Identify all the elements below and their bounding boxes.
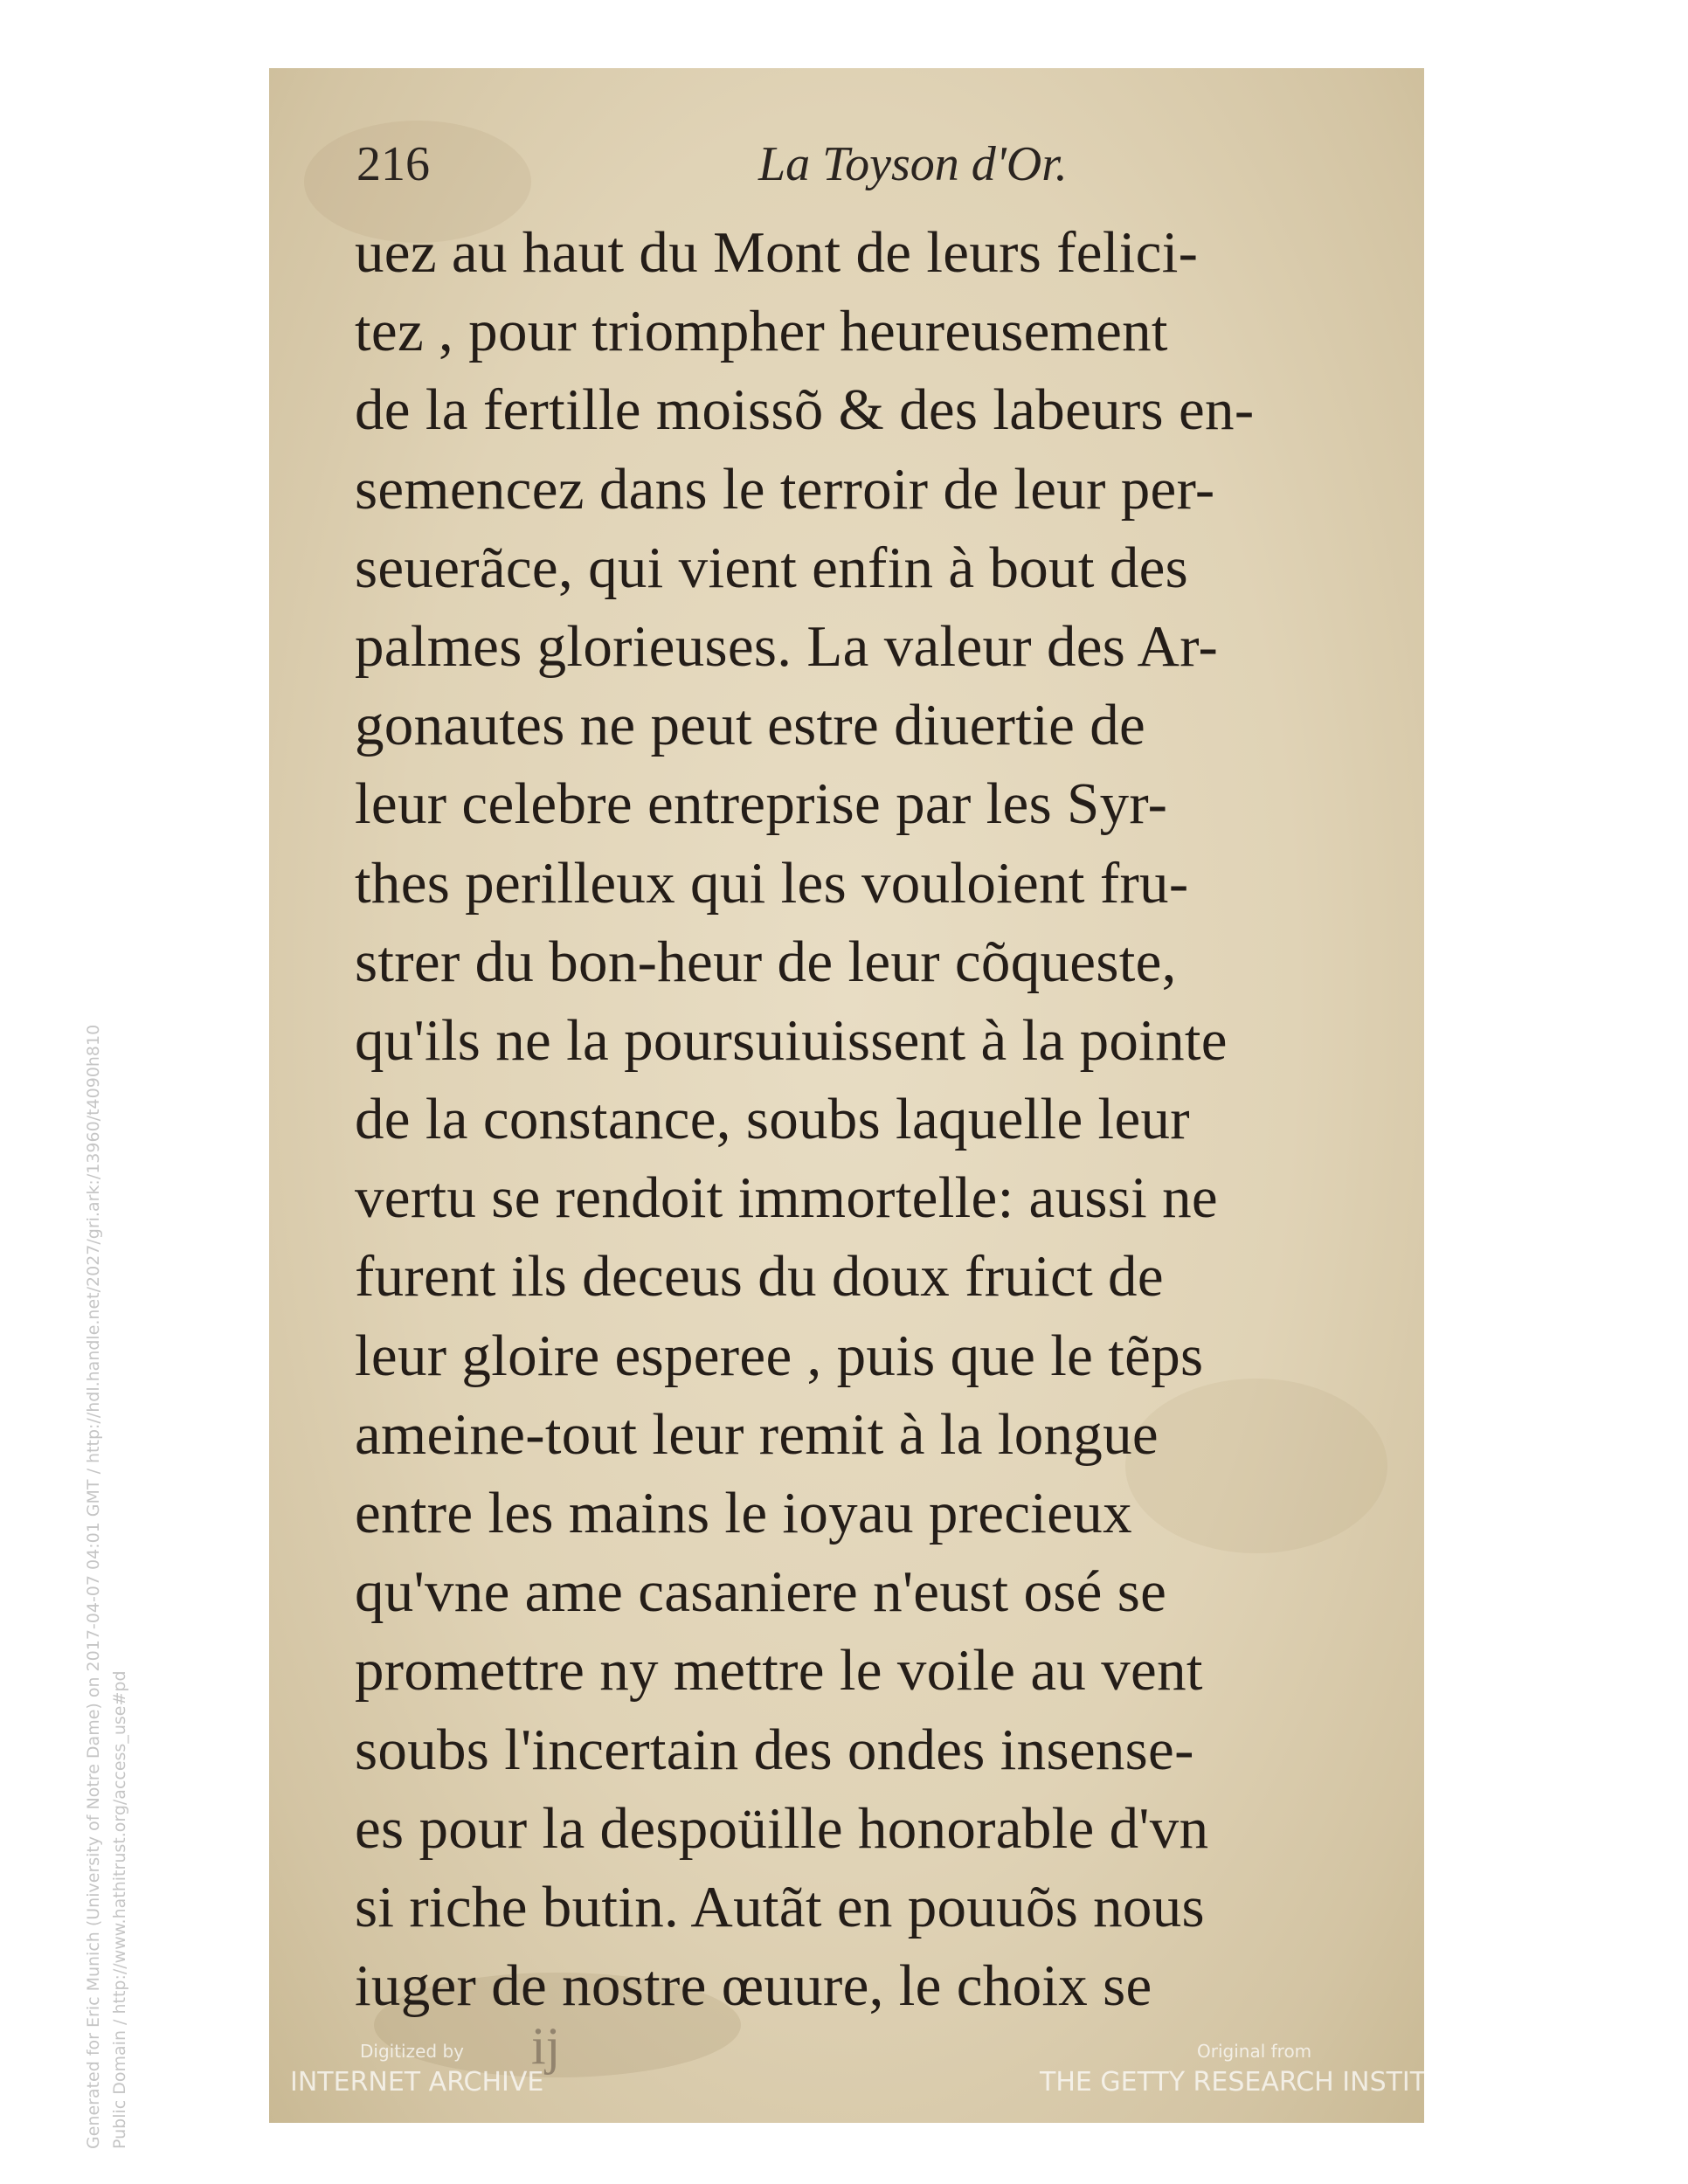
text-line: vertu se rendoit immortelle: aussi ne [355, 1165, 1218, 1231]
text-line: de la fertille moissõ & des labeurs en- [355, 377, 1255, 443]
text-line: si riche butin. Autãt en pouuõs nous [355, 1874, 1205, 1939]
text-line: tez , pour triompher heureusement [355, 299, 1168, 364]
page-scan [269, 68, 1424, 2123]
original-from-label: Original from [1197, 2041, 1312, 2062]
text-line: leur celebre entreprise par les Syr- [355, 771, 1168, 837]
running-head [356, 136, 1361, 206]
digitized-by-label: Digitized by [360, 2041, 464, 2062]
text-line: qu'vne ame casaniere n'eust osé se [355, 1559, 1167, 1625]
page-number: 216 [356, 137, 430, 191]
text-line: soubs l'incertain des ondes insense- [355, 1717, 1194, 1782]
faded-signature-mark: ij [531, 2017, 561, 2075]
text-line: gonautes ne peut estre diuertie de [355, 693, 1146, 758]
getty-institute-label: THE GETTY RESEARCH INSTITUTE [1040, 2067, 1478, 2098]
hathitrust-stamp [80, 1025, 133, 2149]
text-line: de la constance, soubs laquelle leur [355, 1087, 1190, 1152]
stamp-line-generated: Generated for Eric Munich (University of Notre Dame) on 2017-04-07 04:01 GMT / http://hdl.handle.net/2027/gri.ark:/13960/t4090h810 [84, 1024, 103, 2149]
text-line: palmes glorieuses. La valeur des Ar- [355, 613, 1219, 679]
text-line: semencez dans le terroir de leur per- [355, 456, 1215, 522]
body-text [355, 213, 1368, 2025]
text-line: thes perilleux qui les vouloient fru- [355, 850, 1189, 916]
text-line: furent ils deceus du doux fruict de [355, 1244, 1164, 1310]
text-line: leur gloire esperee , puis que le tẽps [355, 1323, 1204, 1388]
running-title: La Toyson d'Or. [758, 137, 1068, 191]
text-line: promettre ny mettre le voile au vent [355, 1638, 1203, 1704]
text-line: iuger de nostre œuure, le choix se [355, 1953, 1152, 2019]
text-line: strer du bon-heur de leur cõqueste, [355, 929, 1177, 994]
text-line: qu'ils ne la poursuiuissent à la pointe [355, 1007, 1228, 1073]
internet-archive-label: INTERNET ARCHIVE [290, 2067, 544, 2098]
text-line: seuerãce, qui vient enfin à bout des [355, 535, 1189, 600]
stamp-line-rights: Public Domain / http://www.hathitrust.org/access_use#pd [110, 1670, 129, 2149]
text-line: uez au haut du Mont de leurs felici- [355, 220, 1199, 285]
text-line: entre les mains le ioyau precieux [355, 1481, 1132, 1545]
text-line: ameine-tout leur remit à la longue [355, 1401, 1159, 1467]
text-line: es pour la despoüille honorable d'vn [355, 1795, 1209, 1861]
